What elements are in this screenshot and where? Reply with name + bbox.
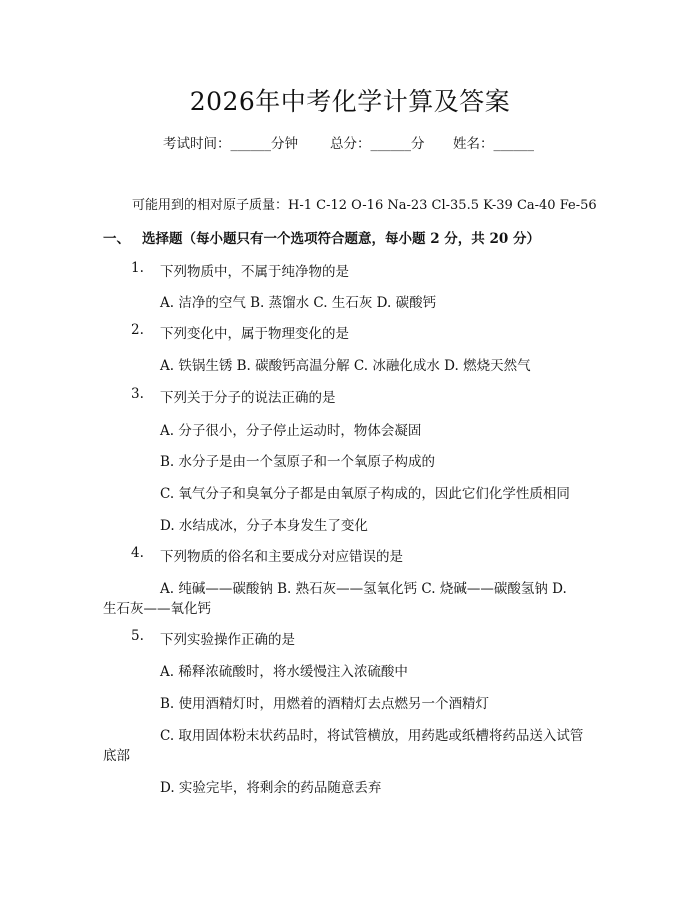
atomic-mass-note: 可能用到的相对原子质量：H-1 C-12 O-16 Na-23 Cl-35.5 K-39 Ca-40 Fe-56 [132,198,597,213]
question-stem: 下列变化中，属于物理变化的是 [160,326,349,342]
page-title: 2026年中考化学计算及答案 [189,87,511,116]
question-option-d: D. 实验完毕，将剩余的药品随意丢弃 [160,780,382,796]
question-option-a: A. 分子很小，分子停止运动时，物体会凝固 [160,423,422,439]
question-options-continued: 生石灰——氧化钙 [103,601,211,617]
exam-time-field: 考试时间：______分钟 [163,136,298,152]
question-option-c: C. 氧气分子和臭氧分子都是由氧原子构成的，因此它们化学性质相同 [160,486,570,502]
question-stem: 下列物质的俗名和主要成分对应错误的是 [160,549,403,565]
section-title: 选择题（每小题只有一个选项符合题意，每小题 2 分，共 20 分） [142,231,540,247]
question-option-b: B. 水分子是由一个氢原子和一个氧原子构成的 [160,454,436,470]
student-name-field: 姓名：______ [453,136,534,152]
question-option-c: C. 取用固体粉末状药品时，将试管横放，用药匙或纸槽将药品送入试管 [160,728,584,744]
question-number: 4. [131,545,144,561]
question-number: 2. [131,322,144,338]
question-option-c-continued: 底部 [103,748,130,764]
question-options: A. 洁净的空气 B. 蒸馏水 C. 生石灰 D. 碳酸钙 [160,295,437,311]
question-options: A. 铁锅生锈 B. 碳酸钙高温分解 C. 冰融化成水 D. 燃烧天然气 [160,358,531,374]
question-number: 3. [131,386,144,402]
question-option-b: B. 使用酒精灯时，用燃着的酒精灯去点燃另一个酒精灯 [160,696,490,712]
question-option-a: A. 稀释浓硫酸时，将水缓慢注入浓硫酸中 [160,664,408,680]
section-number: 一、 [103,231,130,247]
question-options: A. 纯碱——碳酸钠 B. 熟石灰——氢氧化钙 C. 烧碱——碳酸氢钠 D. [160,581,567,597]
question-stem: 下列关于分子的说法正确的是 [160,390,336,406]
question-number: 1. [131,260,144,276]
total-score-field: 总分：______分 [330,136,425,152]
question-stem: 下列实验操作正确的是 [160,632,295,648]
question-option-d: D. 水结成冰，分子本身发生了变化 [160,518,368,534]
question-stem: 下列物质中，不属于纯净物的是 [160,264,349,280]
question-number: 5. [131,628,144,644]
